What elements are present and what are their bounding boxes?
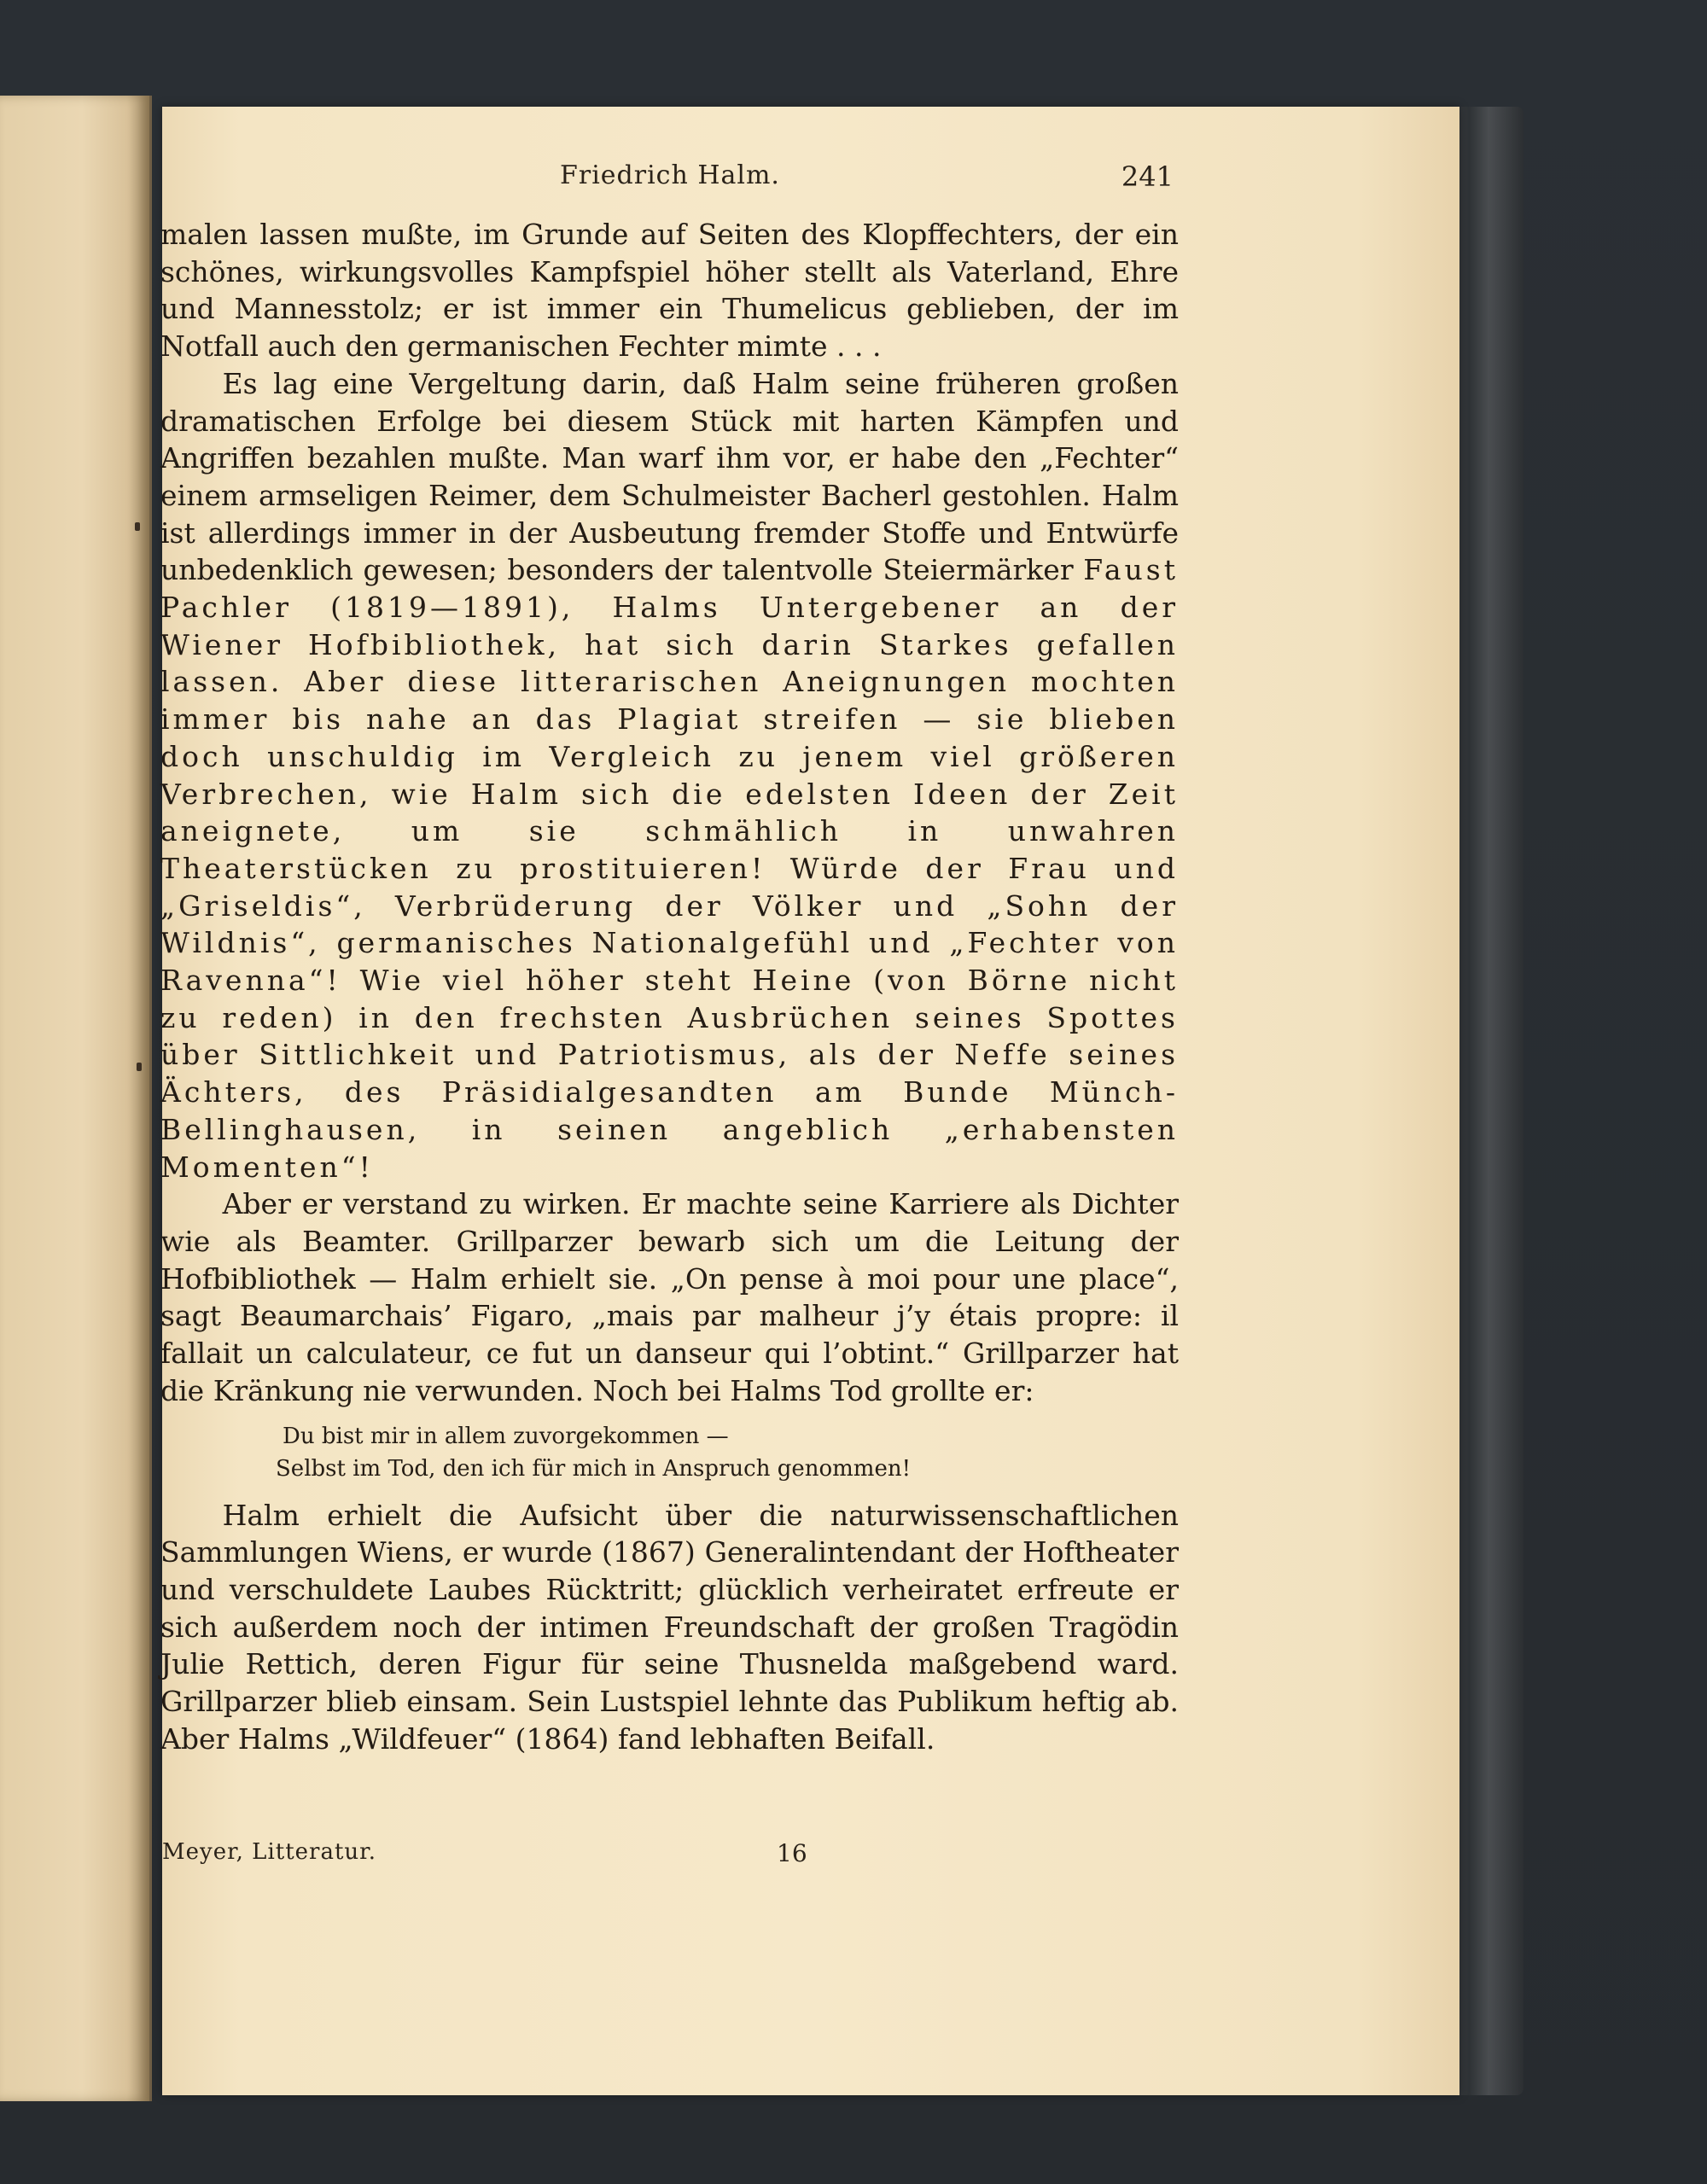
gutter-mark (137, 1063, 142, 1071)
paragraph: Aber er verstand zu wirken. Er machte seine Karriere als Dichter wie als Beamter. Grillparzer bewarb sich um die Leitung der Hofbibliothek — Halm erhielt sie. „On pense à moi pour une place“, sagt Beaumarchais’ Figaro, „mais par malheur j’y étais propre: il fallait un calculateur, ce fut un danseur qui l’obtint.“ Grillparzer hat die Kränkung nie verwunden. Noch bei Halms Tod grollte er: (160, 1187, 1179, 1407)
paragraph-text: Es lag eine Vergeltung darin, daß Halm seine früheren großen dramatischen Erfolge bei diesem Stück mit harten Kämpfen und Angriffen bezahlen mußte. Man warf ihm vor, er habe den „Fechter“ einem armseligen Reimer, dem Schulmeister Bacherl gestohlen. Halm ist allerdings immer in der Ausbeutung fremder Stoffe und Entwürfe unbedenklich gewesen; besonders der talentvolle Steiermärker (160, 366, 1179, 587)
paragraph-text: Pachler (1819—1891), Halms Untergebener an der Wiener Hofbibliothek, hat sich darin Starkes gefallen lassen. Aber diese litterarischen Aneignungen mochten immer bis nahe an das Plagiat streifen — sie blieben doch unschuldig im Vergleich zu jenem viel größeren Verbrechen, wie Halm sich die edelsten Ideen der Zeit aneignete, um sie schmählich in unwahren Theaterstücken zu prostituieren! Würde der Frau und „Griseldis“, Verbrüderung der Völker und „Sohn der Wildnis“, germanisches Nationalgefühl und „Fechter von Ravenna“! Wie viel höher steht Heine (von Börne nicht zu reden) in den frechsten Ausbrüchen seines Spottes über Sittlichkeit und Patriotismus, als der Neffe seines Ächters, des Präsidialgesandten am Bunde Münch-Bellinghausen, in seinen angeblich „erhabensten Momenten“! (160, 591, 1179, 1184)
paragraph: Halm erhielt die Aufsicht über die naturwissenschaftlichen Sammlungen Wiens, er wurde (1867) Generalintendant der Hoftheater und verschuldete Laubes Rücktritt; glücklich verheiratet erfreute er sich außerdem noch der intimen Freundschaft der großen Tragödin Julie Rettich, deren Figur für seine Thusnelda maßgebend ward. Grillparzer blieb einsam. Sein Lustspiel lehnte das Publikum heftig ab. Aber Halms „Wildfeuer“ (1864) fand lebhaften Beifall. (160, 1498, 1179, 1756)
spaced-name: Faust (1083, 553, 1179, 587)
facing-page-edge (0, 96, 152, 2101)
verse-line: Du bist mir in allem zuvorgekommen — (283, 1423, 729, 1449)
paragraph (160, 365, 1179, 1185)
running-head (166, 160, 1174, 198)
body-text (160, 216, 1179, 1757)
signature-mark: 16 (777, 1839, 807, 1867)
gutter-mark (135, 522, 140, 531)
page-title: Friedrich Halm. (560, 160, 780, 190)
footer-source: Meyer, Litteratur. (162, 1839, 377, 1865)
verse-quote (160, 1420, 1179, 1485)
verse-line: Selbst im Tod, den ich für mich in Anspruch genommen! (276, 1455, 912, 1482)
paragraph: malen lassen mußte, im Grunde auf Seiten des Klopffechters, der ein schönes, wirkungsvolles Kampfspiel höher stellt als Vaterland, Ehre und Mannesstolz; er ist immer ein Thumelicus geblieben, der im Notfall auch den germanischen Fechter mimte . . . (160, 218, 1179, 364)
page-number: 241 (1121, 160, 1174, 193)
page-footer (162, 1839, 1186, 1873)
